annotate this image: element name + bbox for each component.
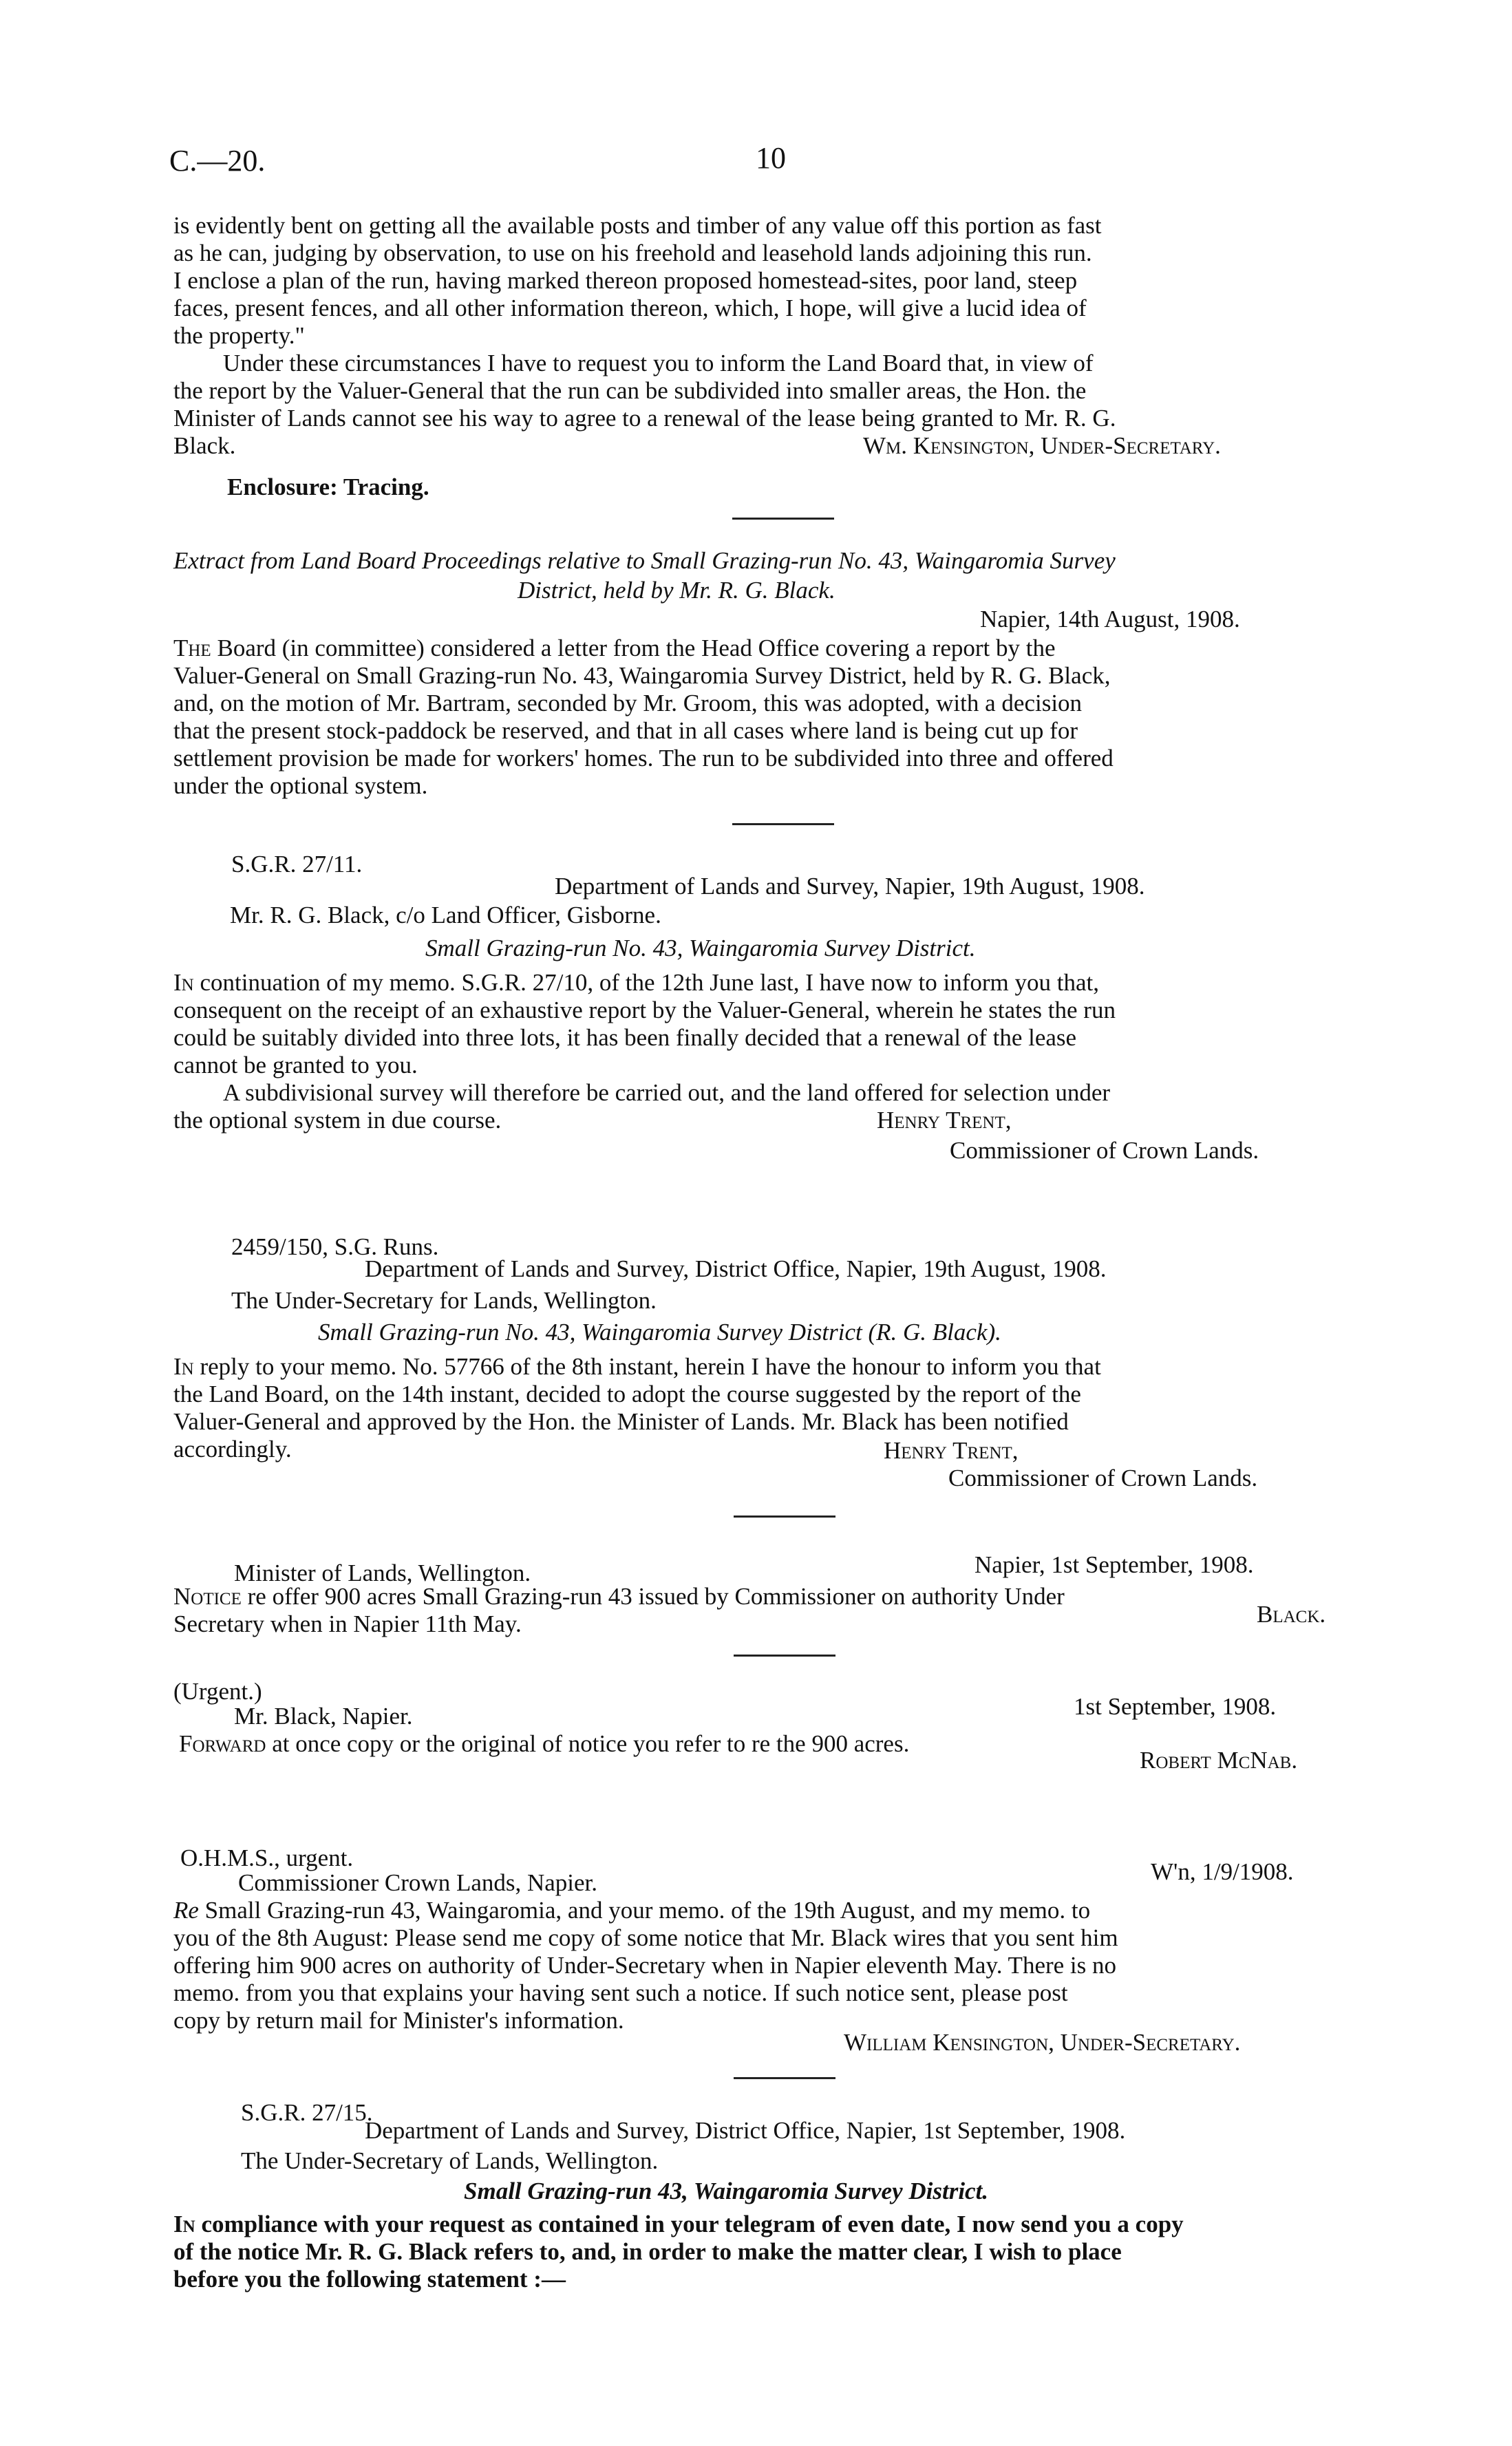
section-divider bbox=[734, 1655, 835, 1657]
text-line: consequent on the receipt of an exhaustive report by the Valuer-General, wherein he states the run bbox=[173, 997, 1116, 1023]
memo-addressee: The Under-Secretary for Lands, Wellington. bbox=[231, 1287, 657, 1314]
signer-name: Robert McNab. bbox=[1140, 1747, 1298, 1774]
enclosure-note: Enclosure: Tracing. bbox=[227, 474, 429, 500]
lead-word: Notice bbox=[173, 1583, 242, 1610]
text-run: compliance with your request as contained in your telegram of even date, I now send you a copy bbox=[195, 2211, 1184, 2237]
memo-reference: S.G.R. 27/15. bbox=[241, 2099, 373, 2126]
telegram-date: Napier, 1st September, 1908. bbox=[975, 1551, 1254, 1578]
lead-word: In bbox=[173, 969, 194, 996]
text-line: memo. from you that explains your having sent such a notice. If such notice sent, please post bbox=[173, 1979, 1068, 2006]
signer-name: Henry Trent, bbox=[877, 1107, 1012, 1134]
text-line: I enclose a plan of the run, having marked thereon proposed homestead-sites, poor land, steep bbox=[173, 267, 1078, 294]
memo-dateline: Department of Lands and Survey, Napier, 19th August, 1908. bbox=[555, 873, 1145, 900]
extract-date: Napier, 14th August, 1908. bbox=[980, 606, 1240, 632]
text-line bbox=[173, 1353, 1392, 1381]
lead-word: In bbox=[173, 2211, 195, 2237]
telegram-addressee: Minister of Lands, Wellington. bbox=[234, 1560, 531, 1586]
telegram-body bbox=[173, 1583, 1392, 1638]
memo-reference: 2459/150, S.G. Runs. bbox=[231, 1233, 439, 1260]
text-line: offering him 900 acres on authority of Under-Secretary when in Napier eleventh May. There is no bbox=[173, 1952, 1117, 1979]
text-run: re offer 900 acres Small Grazing-run 43 issued by Commissioner on authority Under bbox=[241, 1583, 1065, 1610]
text-line bbox=[173, 1897, 1392, 1924]
text-line: Valuer-General and approved by the Hon. the Minister of Lands. Mr. Black has been notified bbox=[173, 1408, 1069, 1435]
memo-body bbox=[173, 1353, 1392, 1463]
lead-word: Forward bbox=[179, 1730, 266, 1757]
text-line: under the optional system. bbox=[173, 772, 428, 799]
text-line: Under these circumstances I have to request you to inform the Land Board that, in view of bbox=[223, 350, 1094, 376]
text-line: before you the following statement :— bbox=[173, 2266, 566, 2293]
telegram-tag: O.H.M.S., urgent. bbox=[180, 1844, 354, 1871]
text-run: at once copy or the original of notice you refer to re the 900 acres. bbox=[266, 1730, 910, 1757]
text-line: settlement provision be made for workers' homes. The run to be subdivided into three and offered bbox=[173, 745, 1114, 772]
telegram-body bbox=[179, 1730, 909, 1758]
text-line bbox=[173, 2211, 1392, 2238]
text-run: Board (in committee) considered a letter from the Head Office covering a report by the bbox=[211, 635, 1056, 661]
telegram-date: W'n, 1/9/1908. bbox=[1151, 1858, 1294, 1885]
memo-body bbox=[173, 969, 1392, 1134]
text-line: could be suitably divided into three lots, it has been finally decided that a renewal of the lease bbox=[173, 1024, 1077, 1051]
extract-title: District, held by Mr. R. G. Black. bbox=[518, 577, 835, 604]
lead-word: In bbox=[173, 1353, 194, 1380]
section-divider bbox=[734, 2077, 835, 2079]
telegram-tag: (Urgent.) bbox=[173, 1678, 262, 1705]
memo-addressee: The Under-Secretary of Lands, Wellington. bbox=[241, 2147, 659, 2174]
section-divider bbox=[734, 1516, 835, 1518]
signature: Wm. Kensington, Under-Secretary. bbox=[863, 432, 1221, 459]
text-line: is evidently bent on getting all the available posts and timber of any value off this portion as fast bbox=[173, 212, 1102, 239]
telegram-addressee: Mr. Black, Napier. bbox=[234, 1703, 413, 1730]
memo-body bbox=[173, 2211, 1392, 2293]
text-line bbox=[173, 635, 1392, 662]
text-line: Minister of Lands cannot see his way to agree to a renewal of the lease being granted to Mr. R. G. bbox=[173, 405, 1116, 432]
text-line: copy by return mail for Minister's information. bbox=[173, 2007, 624, 2034]
text-line: and, on the motion of Mr. Bartram, seconded by Mr. Groom, this was adopted, with a decision bbox=[173, 690, 1083, 716]
memo-subject: Small Grazing-run No. 43, Waingaromia Survey District. bbox=[425, 935, 976, 961]
document-reference: C.—20. bbox=[169, 144, 266, 178]
text-line: the Land Board, on the 14th instant, decided to adopt the course suggested by the report of the bbox=[173, 1381, 1081, 1407]
page-number: 10 bbox=[756, 141, 786, 175]
text-line: cannot be granted to you. bbox=[173, 1052, 418, 1078]
memo-dateline: Department of Lands and Survey, District Office, Napier, 1st September, 1908. bbox=[365, 2117, 1126, 2144]
extract-title: Extract from Land Board Proceedings relative to Small Grazing-run No. 43, Waingaromia Survey bbox=[173, 547, 1116, 574]
section-divider bbox=[732, 823, 834, 825]
text-line bbox=[173, 969, 1392, 997]
text-line: faces, present fences, and all other information thereon, which, I hope, will give a lucid idea of bbox=[173, 295, 1087, 321]
text-line: Black. bbox=[173, 432, 236, 459]
text-line: the report by the Valuer-General that the run can be subdivided into smaller areas, the Hon. the bbox=[173, 377, 1087, 404]
letter-continuation bbox=[173, 212, 1392, 460]
text-run: reply to your memo. No. 57766 of the 8th instant, herein I have the honour to inform you that bbox=[193, 1353, 1101, 1380]
text-run: Small Grazing-run 43, Waingaromia, and your memo. of the 19th August, and my memo. to bbox=[198, 1897, 1091, 1924]
telegram-body bbox=[173, 1897, 1392, 2034]
lead-word: The bbox=[173, 635, 211, 661]
signer-title: Commissioner of Crown Lands. bbox=[950, 1137, 1259, 1164]
text-line bbox=[173, 1583, 1392, 1610]
memo-dateline: Department of Lands and Survey, District Office, Napier, 19th August, 1908. bbox=[365, 1255, 1107, 1282]
text-line: accordingly. bbox=[173, 1436, 292, 1463]
telegram-addressee: Commissioner Crown Lands, Napier. bbox=[238, 1869, 598, 1896]
memo-subject: Small Grazing-run 43, Waingaromia Survey District. bbox=[464, 2178, 989, 2204]
text-line: A subdivisional survey will therefore be carried out, and the land offered for selection under bbox=[223, 1079, 1111, 1106]
telegram-date: 1st September, 1908. bbox=[1074, 1693, 1277, 1720]
memo-reference: S.G.R. 27/11. bbox=[231, 851, 363, 878]
text-run: continuation of my memo. S.G.R. 27/10, of the 12th June last, I have now to inform you that, bbox=[193, 969, 1099, 996]
text-line: you of the 8th August: Please send me copy of some notice that Mr. Black wires that you sent him bbox=[173, 1924, 1118, 1951]
lead-word: Re bbox=[173, 1897, 199, 1924]
text-line: of the notice Mr. R. G. Black refers to, and, in order to make the matter clear, I wish to place bbox=[173, 2238, 1122, 2265]
signer-name: Henry Trent, bbox=[884, 1437, 1019, 1464]
signer-name: Black. bbox=[1257, 1601, 1326, 1628]
signer-name: William Kensington, Under-Secretary. bbox=[844, 2029, 1241, 2056]
extract-body bbox=[173, 635, 1392, 800]
text-line: that the present stock-paddock be reserved, and that in all cases where land is being cut up for bbox=[173, 717, 1078, 744]
signer-title: Commissioner of Crown Lands. bbox=[948, 1465, 1258, 1491]
text-line: Secretary when in Napier 11th May. bbox=[173, 1610, 522, 1637]
text-line: Valuer-General on Small Grazing-run No. 43, Waingaromia Survey District, held by R. G. Black, bbox=[173, 662, 1111, 689]
text-line: the optional system in due course. bbox=[173, 1107, 502, 1134]
text-line: the property." bbox=[173, 322, 305, 349]
memo-addressee: Mr. R. G. Black, c/o Land Officer, Gisborne. bbox=[230, 902, 661, 928]
section-divider bbox=[732, 518, 834, 520]
memo-subject: Small Grazing-run No. 43, Waingaromia Survey District (R. G. Black). bbox=[318, 1319, 1001, 1346]
text-line: as he can, judging by observation, to use on his freehold and leasehold lands adjoining this run. bbox=[173, 240, 1092, 266]
